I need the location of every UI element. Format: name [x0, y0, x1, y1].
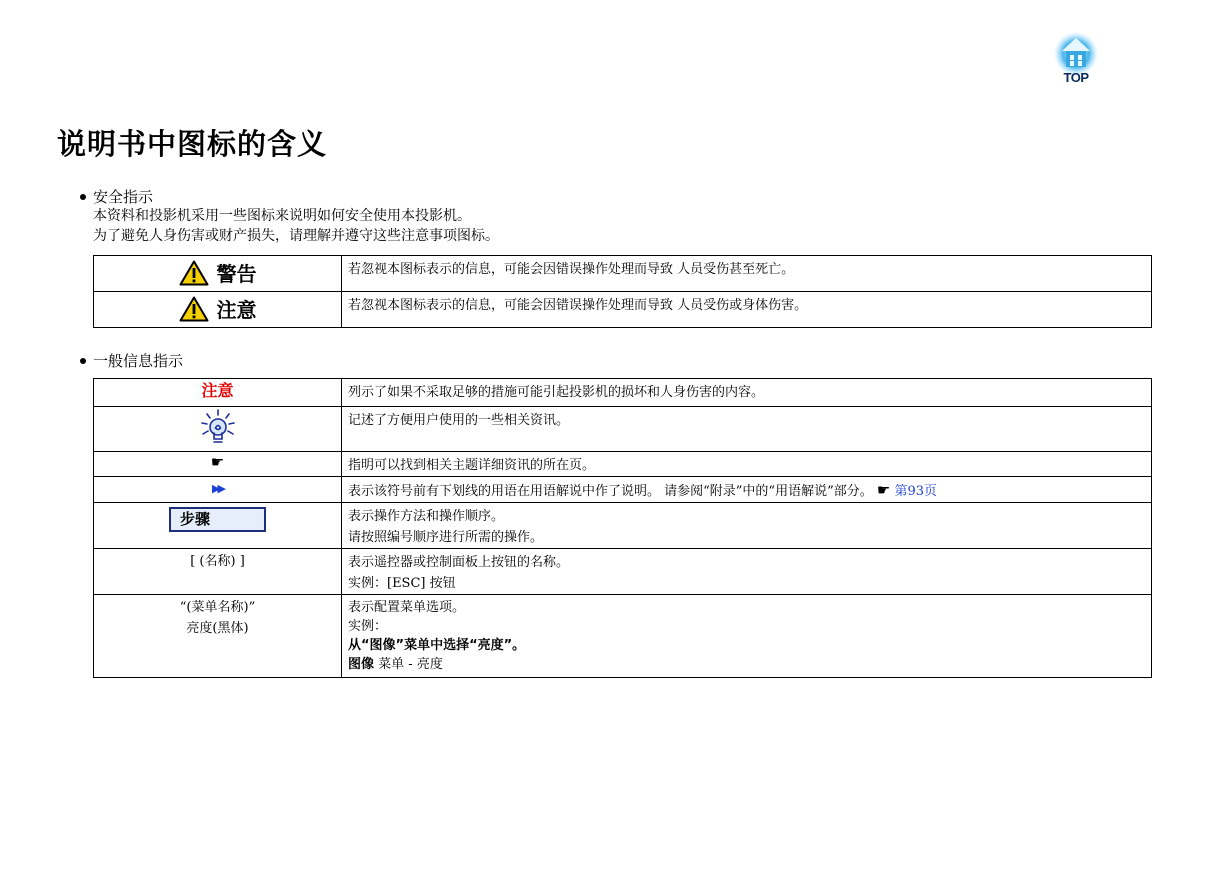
pointing-hand-icon: ☛	[876, 481, 891, 499]
table-row	[94, 477, 1152, 503]
general-label-cell	[94, 595, 342, 678]
warning-label	[179, 258, 257, 287]
table-row	[94, 503, 1152, 549]
pointing-hand-icon: ☛	[210, 453, 225, 471]
table-row	[94, 292, 1152, 328]
top-button[interactable]	[1051, 30, 1101, 86]
menu-path-brightness: 亮度	[416, 657, 443, 672]
table-row	[94, 407, 1152, 452]
bullet-dot	[80, 358, 86, 364]
general-table	[93, 378, 1152, 678]
caution-desc: 若忽视本图标表示的信息，可能会因错误操作处理而导致 人员受伤或身体伤害。	[342, 292, 1152, 328]
glossary-desc-cell	[342, 477, 1152, 503]
menu-name-label	[94, 595, 341, 639]
menu-desc-line3: 从“图像”菜单中选择“亮度”。	[348, 638, 526, 653]
caution-red-desc: 列示了如果不采取足够的措施可能引起投影机的损坏和人身伤害的内容。	[342, 379, 1152, 407]
caution-red-label: 注意	[201, 381, 234, 400]
menu-desc	[342, 595, 1152, 678]
button-name-desc	[342, 549, 1152, 595]
caution-label-text: 注意	[216, 298, 257, 322]
tip-bulb-icon	[200, 409, 236, 447]
safety-heading	[80, 186, 153, 207]
menu-bold-sample: 亮度	[186, 621, 213, 636]
menu-path-mid: 菜单 -	[374, 657, 417, 672]
step-desc	[342, 503, 1152, 549]
table-row	[94, 256, 1152, 292]
general-label-cell	[94, 503, 342, 549]
safety-table	[93, 255, 1152, 328]
top-label: TOP	[1063, 70, 1089, 85]
general-label-cell	[94, 379, 342, 407]
warning-triangle-icon	[179, 260, 209, 286]
step-label: 步骤	[169, 507, 266, 532]
table-row	[94, 595, 1152, 678]
menu-bold-note: (黑体)	[212, 621, 249, 636]
page-ref-desc: 指明可以找到相关主题详细资讯的所在页。	[342, 452, 1152, 477]
safety-heading-text: 安全指示	[93, 188, 154, 206]
general-label-cell	[94, 477, 342, 503]
button-name-label: [ (名称) ]	[190, 554, 245, 569]
safety-intro-line2: 为了避免人身伤害或财产损失，请理解并遵守这些注意事项图标。	[93, 228, 499, 244]
table-row	[94, 379, 1152, 407]
general-label-cell	[94, 452, 342, 477]
menu-path-image: 图像	[348, 657, 375, 672]
double-arrow-icon: ▶▶	[212, 482, 223, 495]
warning-label-text: 警告	[216, 262, 257, 286]
glossary-desc: 表示该符号前有下划线的用语在用语解说中作了说明。 请参阅“附录”中的“用语解说”部分。	[348, 484, 873, 499]
caution-label	[179, 294, 257, 323]
safety-label-cell	[94, 292, 342, 328]
button-name-desc-line2: 实例：[ESC] 按钮	[348, 576, 456, 591]
menu-desc-line4	[348, 655, 1145, 674]
page-title: 说明书中图标的含义	[57, 127, 328, 161]
top-house-icon	[1051, 30, 1101, 74]
general-heading-text: 一般信息指示	[93, 352, 184, 370]
general-heading	[80, 350, 183, 371]
table-row	[94, 549, 1152, 595]
safety-intro-line1: 本资料和投影机采用一些图标来说明如何安全使用本投影机。	[93, 208, 471, 224]
menu-name-label-line1: “(菜单名称)”	[179, 600, 256, 615]
tip-desc: 记述了方便用户使用的一些相关资讯。	[342, 407, 1152, 452]
step-desc-line1: 表示操作方法和操作顺序。	[348, 509, 505, 524]
safety-intro	[93, 206, 499, 246]
button-name-desc-line1: 表示遥控器或控制面板上按钮的名称。	[348, 555, 570, 570]
warning-triangle-icon	[179, 296, 209, 322]
glossary-page-link[interactable]: 第93页	[894, 484, 937, 499]
menu-name-label-line2	[94, 618, 341, 639]
bullet-dot	[80, 194, 86, 200]
warning-desc: 若忽视本图标表示的信息，可能会因错误操作处理而导致 人员受伤甚至死亡。	[342, 256, 1152, 292]
safety-label-cell	[94, 256, 342, 292]
menu-desc-line1: 表示配置菜单选项。	[348, 600, 466, 615]
table-row	[94, 452, 1152, 477]
general-label-cell	[94, 549, 342, 595]
menu-desc-line2: 实例：	[348, 619, 388, 634]
general-label-cell	[94, 407, 342, 452]
step-desc-line2: 请按照编号顺序进行所需的操作。	[348, 530, 544, 545]
